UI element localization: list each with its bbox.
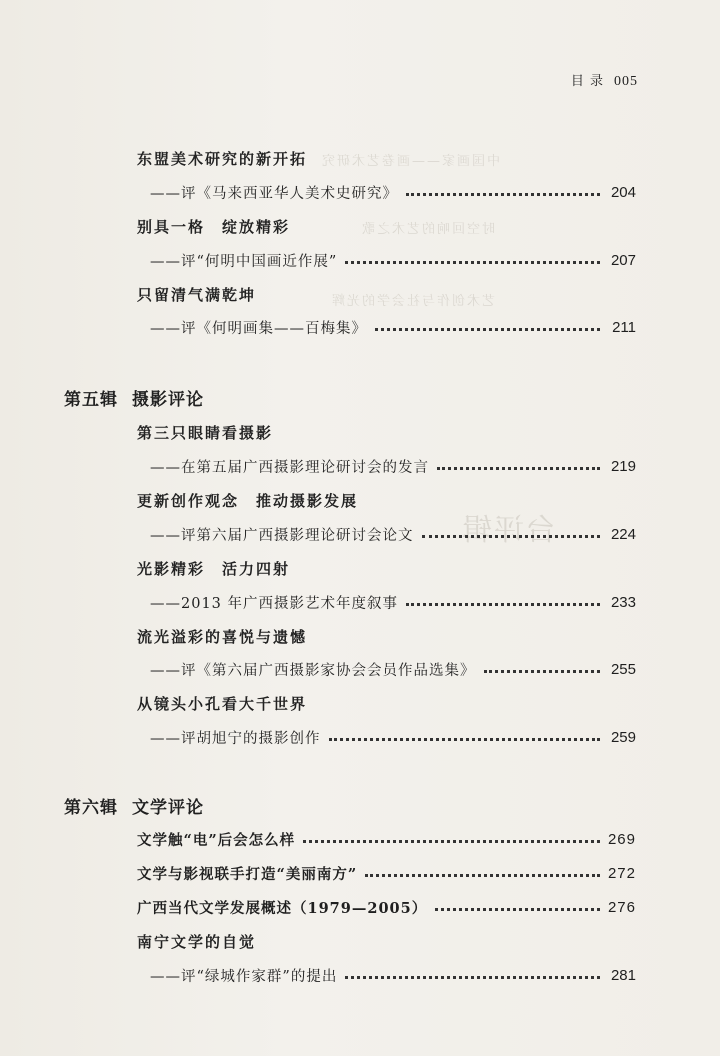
toc-entry-subtitle: ——评“何明中国画近作展” 207 [150,251,636,270]
toc-entry-title: 只留清气满乾坤 [137,286,257,304]
bleed-through-text: 时空回响的艺术之歌 [360,222,496,237]
dot-leader [437,467,600,470]
toc-entry-subtitle: ——评《第六届广西摄影家协会会员作品选集》 255 [150,660,636,679]
toc-page-number: 211 [612,318,636,336]
dot-leader [365,874,600,877]
toc-page-number: 204 [610,183,636,201]
toc-page-number: 255 [610,660,636,678]
dot-leader [484,670,601,673]
toc-entry: 文学触“电”后会怎么样 269 [137,830,636,849]
dot-leader [435,908,600,911]
toc-page-number: 207 [610,251,636,269]
toc-entry: 广西当代文学发展概述（1979—2005） 276 [137,898,636,917]
toc-page-number: 276 [607,898,636,916]
section-title: 摄影评论 [132,390,204,410]
toc-entry-title: 流光溢彩的喜悦与遗憾 [137,628,308,646]
dot-leader [406,603,600,606]
toc-entry-title: 更新创作观念 推动摄影发展 [137,492,359,510]
toc-page-number: 219 [610,457,636,475]
bleed-through-text: 艺术创作与社会学的光辉 [330,294,496,309]
toc-entry-subtitle: ——评胡旭宁的摄影创作 259 [150,728,636,747]
dot-leader [345,261,600,264]
section-title: 文学评论 [132,798,204,818]
toc-entry-subtitle: ——评《马来西亚华人美术史研究》 204 [150,183,636,202]
toc-page-number: 224 [610,525,636,543]
toc-entry-subtitle: ——2013 年广西摄影艺术年度叙事 233 [150,593,636,612]
toc-entry-title: 光影精彩 活力四射 [137,560,291,578]
dot-leader [329,738,601,741]
toc-entry-title: 南宁文学的自觉 [137,933,257,951]
section-label: 第五辑 [64,390,118,410]
dot-leader [422,535,601,538]
dot-leader [406,193,600,196]
section-heading [64,385,204,410]
dot-leader [303,840,600,843]
dot-leader [375,328,600,331]
toc-entry-subtitle: ——评“绿城作家群”的提出 281 [150,966,636,985]
toc-entry-subtitle: ——在第五届广西摄影理论研讨会的发言 219 [150,457,636,476]
toc-page-number: 233 [610,593,636,611]
toc-entry-title: 别具一格 绽放精彩 [137,218,291,236]
section-label: 第六辑 [64,798,118,818]
bleed-through-text: 中国画家——画卷艺术研究 [320,154,501,169]
toc-entry: 文学与影视联手打造“美丽南方” 272 [137,864,636,883]
toc-page-number: 269 [607,830,636,848]
dot-leader [345,976,600,979]
toc-entry-title: 第三只眼睛看摄影 [137,424,274,442]
toc-page-number: 281 [610,966,636,984]
toc-entry-subtitle: ——评第六届广西摄影理论研讨会论文 224 [150,525,636,544]
toc-page-number: 272 [607,864,636,882]
toc-entry-title: 东盟美术研究的新开拓 [137,150,308,168]
running-header [571,70,638,90]
toc-entry-subtitle: ——评《何明画集——百梅集》 211 [150,318,636,337]
header-title: 目 录 [570,74,604,89]
page-number: 005 [614,74,638,89]
section-heading [64,793,204,818]
toc-entry-title: 从镜头小孔看大千世界 [137,695,308,713]
bleed-through-text: 台评辑 [460,513,556,548]
toc-page-number: 259 [610,728,636,746]
